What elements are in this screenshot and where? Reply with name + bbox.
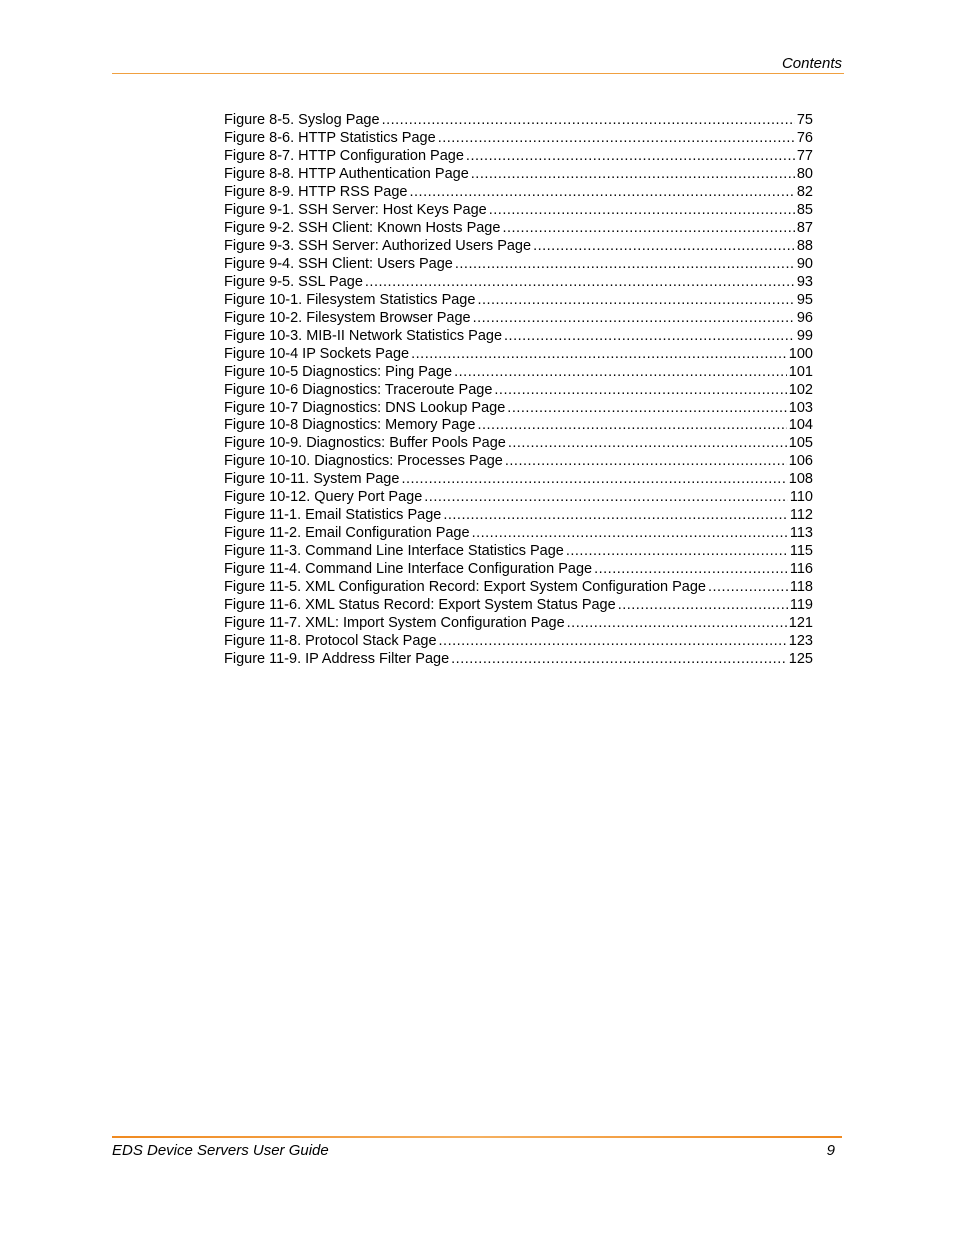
toc-entry[interactable] [224,525,813,543]
toc-entry[interactable] [224,597,813,615]
toc-leader-dots [489,202,795,220]
toc-entry-page[interactable]: 104 [788,417,813,434]
toc-leader-dots [382,112,795,130]
toc-leader-dots [494,382,786,400]
toc-entry-page[interactable]: 125 [788,651,813,668]
toc-leader-dots [411,346,787,364]
toc-leader-dots [507,400,787,418]
toc-leader-dots [424,489,788,507]
toc-entry[interactable] [224,274,813,292]
toc-entry[interactable] [224,382,813,400]
toc-entry[interactable] [224,238,813,256]
toc-leader-dots [477,292,794,310]
toc-entry[interactable] [224,489,813,507]
toc-leader-dots [438,130,795,148]
toc-entry[interactable] [224,202,813,220]
toc-leader-dots [505,453,787,471]
toc-entry[interactable] [224,112,813,130]
toc-entry-label[interactable]: Figure 8-6. HTTP Statistics Page [224,129,436,146]
toc-entry-label[interactable]: Figure 10-10. Diagnostics: Processes Page [224,453,503,470]
toc-leader-dots [454,364,787,382]
toc-entry[interactable] [224,328,813,346]
toc-leader-dots [508,435,787,453]
toc-leader-dots [473,310,795,328]
toc-entry[interactable] [224,346,813,364]
toc-leader-dots [401,471,786,489]
toc-entry-label[interactable]: Figure 10-11. System Page [224,471,400,488]
toc-entry-page[interactable]: 82 [796,183,813,200]
toc-leader-dots [618,597,788,615]
toc-entry-label[interactable]: Figure 10-5 Diagnostics: Ping Page [224,363,453,380]
toc-entry-label[interactable]: Figure 10-9. Diagnostics: Buffer Pools Page [224,435,506,452]
toc-entry-label[interactable]: Figure 11-6. XML Status Record: Export System Status Page [224,597,616,614]
toc-entry[interactable] [224,364,813,382]
toc-entry-label[interactable]: Figure 8-5. Syslog Page [224,112,380,128]
toc-entry-page[interactable]: 110 [789,489,813,506]
toc-entry-page[interactable]: 77 [796,147,813,164]
toc-entry-page[interactable]: 108 [788,471,813,488]
toc-entry-label[interactable]: Figure 11-1. Email Statistics Page [224,507,442,524]
toc-entry-label[interactable]: Figure 10-1. Filesystem Statistics Page [224,291,476,308]
toc-entry-page[interactable]: 102 [788,381,813,398]
toc-leader-dots [471,166,795,184]
footer-title: EDS Device Servers User Guide [112,1142,329,1159]
toc-entry-page[interactable]: 106 [788,453,813,470]
toc-entry-label[interactable]: Figure 11-4. Command Line Interface Configuration Page [224,561,593,578]
toc-entry-label[interactable]: Figure 11-3. Command Line Interface Statistics Page [224,543,564,560]
toc-entry-label[interactable]: Figure 9-5. SSL Page [224,273,363,290]
toc-entry-page[interactable]: 87 [796,219,813,236]
toc-entry-page[interactable]: 123 [788,633,813,650]
toc-leader-dots [365,274,795,292]
toc-entry[interactable] [224,435,813,453]
toc-entry-page[interactable]: 116 [789,561,813,578]
toc-entry[interactable] [224,561,813,579]
header-title: Contents [781,55,842,72]
toc-leader-dots [533,238,795,256]
toc-entry-page[interactable]: 103 [788,399,813,416]
toc-entry[interactable] [224,310,813,328]
toc-entry[interactable] [224,220,813,238]
toc-entry-label[interactable]: Figure 8-8. HTTP Authentication Page [224,165,469,182]
toc-entry-label[interactable]: Figure 11-9. IP Address Filter Page [224,651,450,668]
toc-entry-label[interactable]: Figure 8-9. HTTP RSS Page [224,183,408,200]
toc-entry-page[interactable]: 119 [789,597,813,614]
toc-entry-label[interactable]: Figure 8-7. HTTP Configuration Page [224,147,464,164]
toc-entry-page[interactable]: 115 [789,543,813,560]
toc-leader-dots [451,651,787,669]
toc-leader-dots [566,543,788,561]
toc-entry-label[interactable]: Figure 9-1. SSH Server: Host Keys Page [224,201,487,218]
toc-leader-dots [466,148,795,166]
toc-leader-dots [455,256,795,274]
toc-entry-page[interactable]: 99 [796,327,813,344]
toc-entry[interactable] [224,615,813,633]
toc-entry[interactable] [224,579,813,597]
footer-page-number: 9 [826,1142,835,1159]
toc-entry-label[interactable]: Figure 11-2. Email Configuration Page [224,525,470,542]
toc-entry[interactable] [224,292,813,310]
toc-leader-dots [502,220,794,238]
toc-leader-dots [409,184,794,202]
toc-leader-dots [477,417,786,435]
toc-entry-label[interactable]: Figure 11-7. XML: Import System Configuration Page [224,615,565,632]
toc-entry-label[interactable]: Figure 9-3. SSH Server: Authorized Users Page [224,237,532,254]
toc-entry-label[interactable]: Figure 11-8. Protocol Stack Page [224,633,437,650]
toc-entry-label[interactable]: Figure 10-3. MIB-II Network Statistics Page [224,327,503,344]
toc-entry-page[interactable]: 101 [788,363,813,380]
toc-leader-dots [443,507,788,525]
toc-entry-page[interactable]: 85 [796,201,813,218]
toc-entry[interactable] [224,148,813,166]
toc-entry[interactable] [224,651,813,669]
toc-entry-page[interactable]: 95 [796,291,813,308]
toc-entry[interactable] [224,400,813,418]
toc-entry-label[interactable]: Figure 11-5. XML Configuration Record: Export System Configuration Page [224,579,706,596]
toc-entry-page[interactable]: 80 [796,165,813,182]
toc-leader-dots [708,579,788,597]
toc-entry-page[interactable]: 112 [789,507,813,524]
toc-leader-dots [472,525,788,543]
toc-entry-label[interactable]: Figure 10-6 Diagnostics: Traceroute Page [224,381,493,398]
toc-entry-label[interactable]: Figure 10-7 Diagnostics: DNS Lookup Page [224,399,506,416]
toc-entry-page[interactable]: 93 [796,273,813,290]
toc-entry-page[interactable]: 88 [796,237,813,254]
toc-entry-page[interactable]: 90 [796,255,813,272]
toc-entry[interactable] [224,184,813,202]
toc-leader-dots [594,561,788,579]
toc-entry[interactable] [224,471,813,489]
toc-entry-page[interactable]: 76 [796,129,813,146]
toc-entry-label[interactable]: Figure 10-8 Diagnostics: Memory Page [224,417,476,434]
toc-entry-page[interactable]: 113 [789,525,813,542]
toc-entry-label[interactable]: Figure 9-4. SSH Client: Users Page [224,255,453,272]
toc-entry-page[interactable]: 121 [788,615,813,632]
toc-entry-page[interactable]: 105 [788,435,813,452]
toc-leader-dots [504,328,795,346]
toc-entry[interactable] [224,633,813,651]
toc-entry[interactable] [224,417,813,435]
toc-leader-dots [439,633,787,651]
toc-entry[interactable] [224,256,813,274]
toc-entry[interactable] [224,166,813,184]
header-rule [112,73,844,74]
footer-rule [112,1136,842,1138]
toc-entry-page[interactable]: 96 [796,309,813,326]
toc-entry-page[interactable]: 118 [789,579,813,596]
toc-entry-label[interactable]: Figure 9-2. SSH Client: Known Hosts Page [224,219,501,236]
toc-entry-page[interactable]: 75 [796,112,813,128]
toc-entry[interactable] [224,130,813,148]
toc-entry[interactable] [224,543,813,561]
table-of-figures [224,112,813,669]
toc-entry-page[interactable]: 100 [788,345,813,362]
toc-leader-dots [567,615,787,633]
toc-entry[interactable] [224,507,813,525]
toc-entry-label[interactable]: Figure 10-4 IP Sockets Page [224,345,410,362]
toc-entry-label[interactable]: Figure 10-2. Filesystem Browser Page [224,309,471,326]
toc-entry[interactable] [224,453,813,471]
toc-entry-label[interactable]: Figure 10-12. Query Port Page [224,489,423,506]
